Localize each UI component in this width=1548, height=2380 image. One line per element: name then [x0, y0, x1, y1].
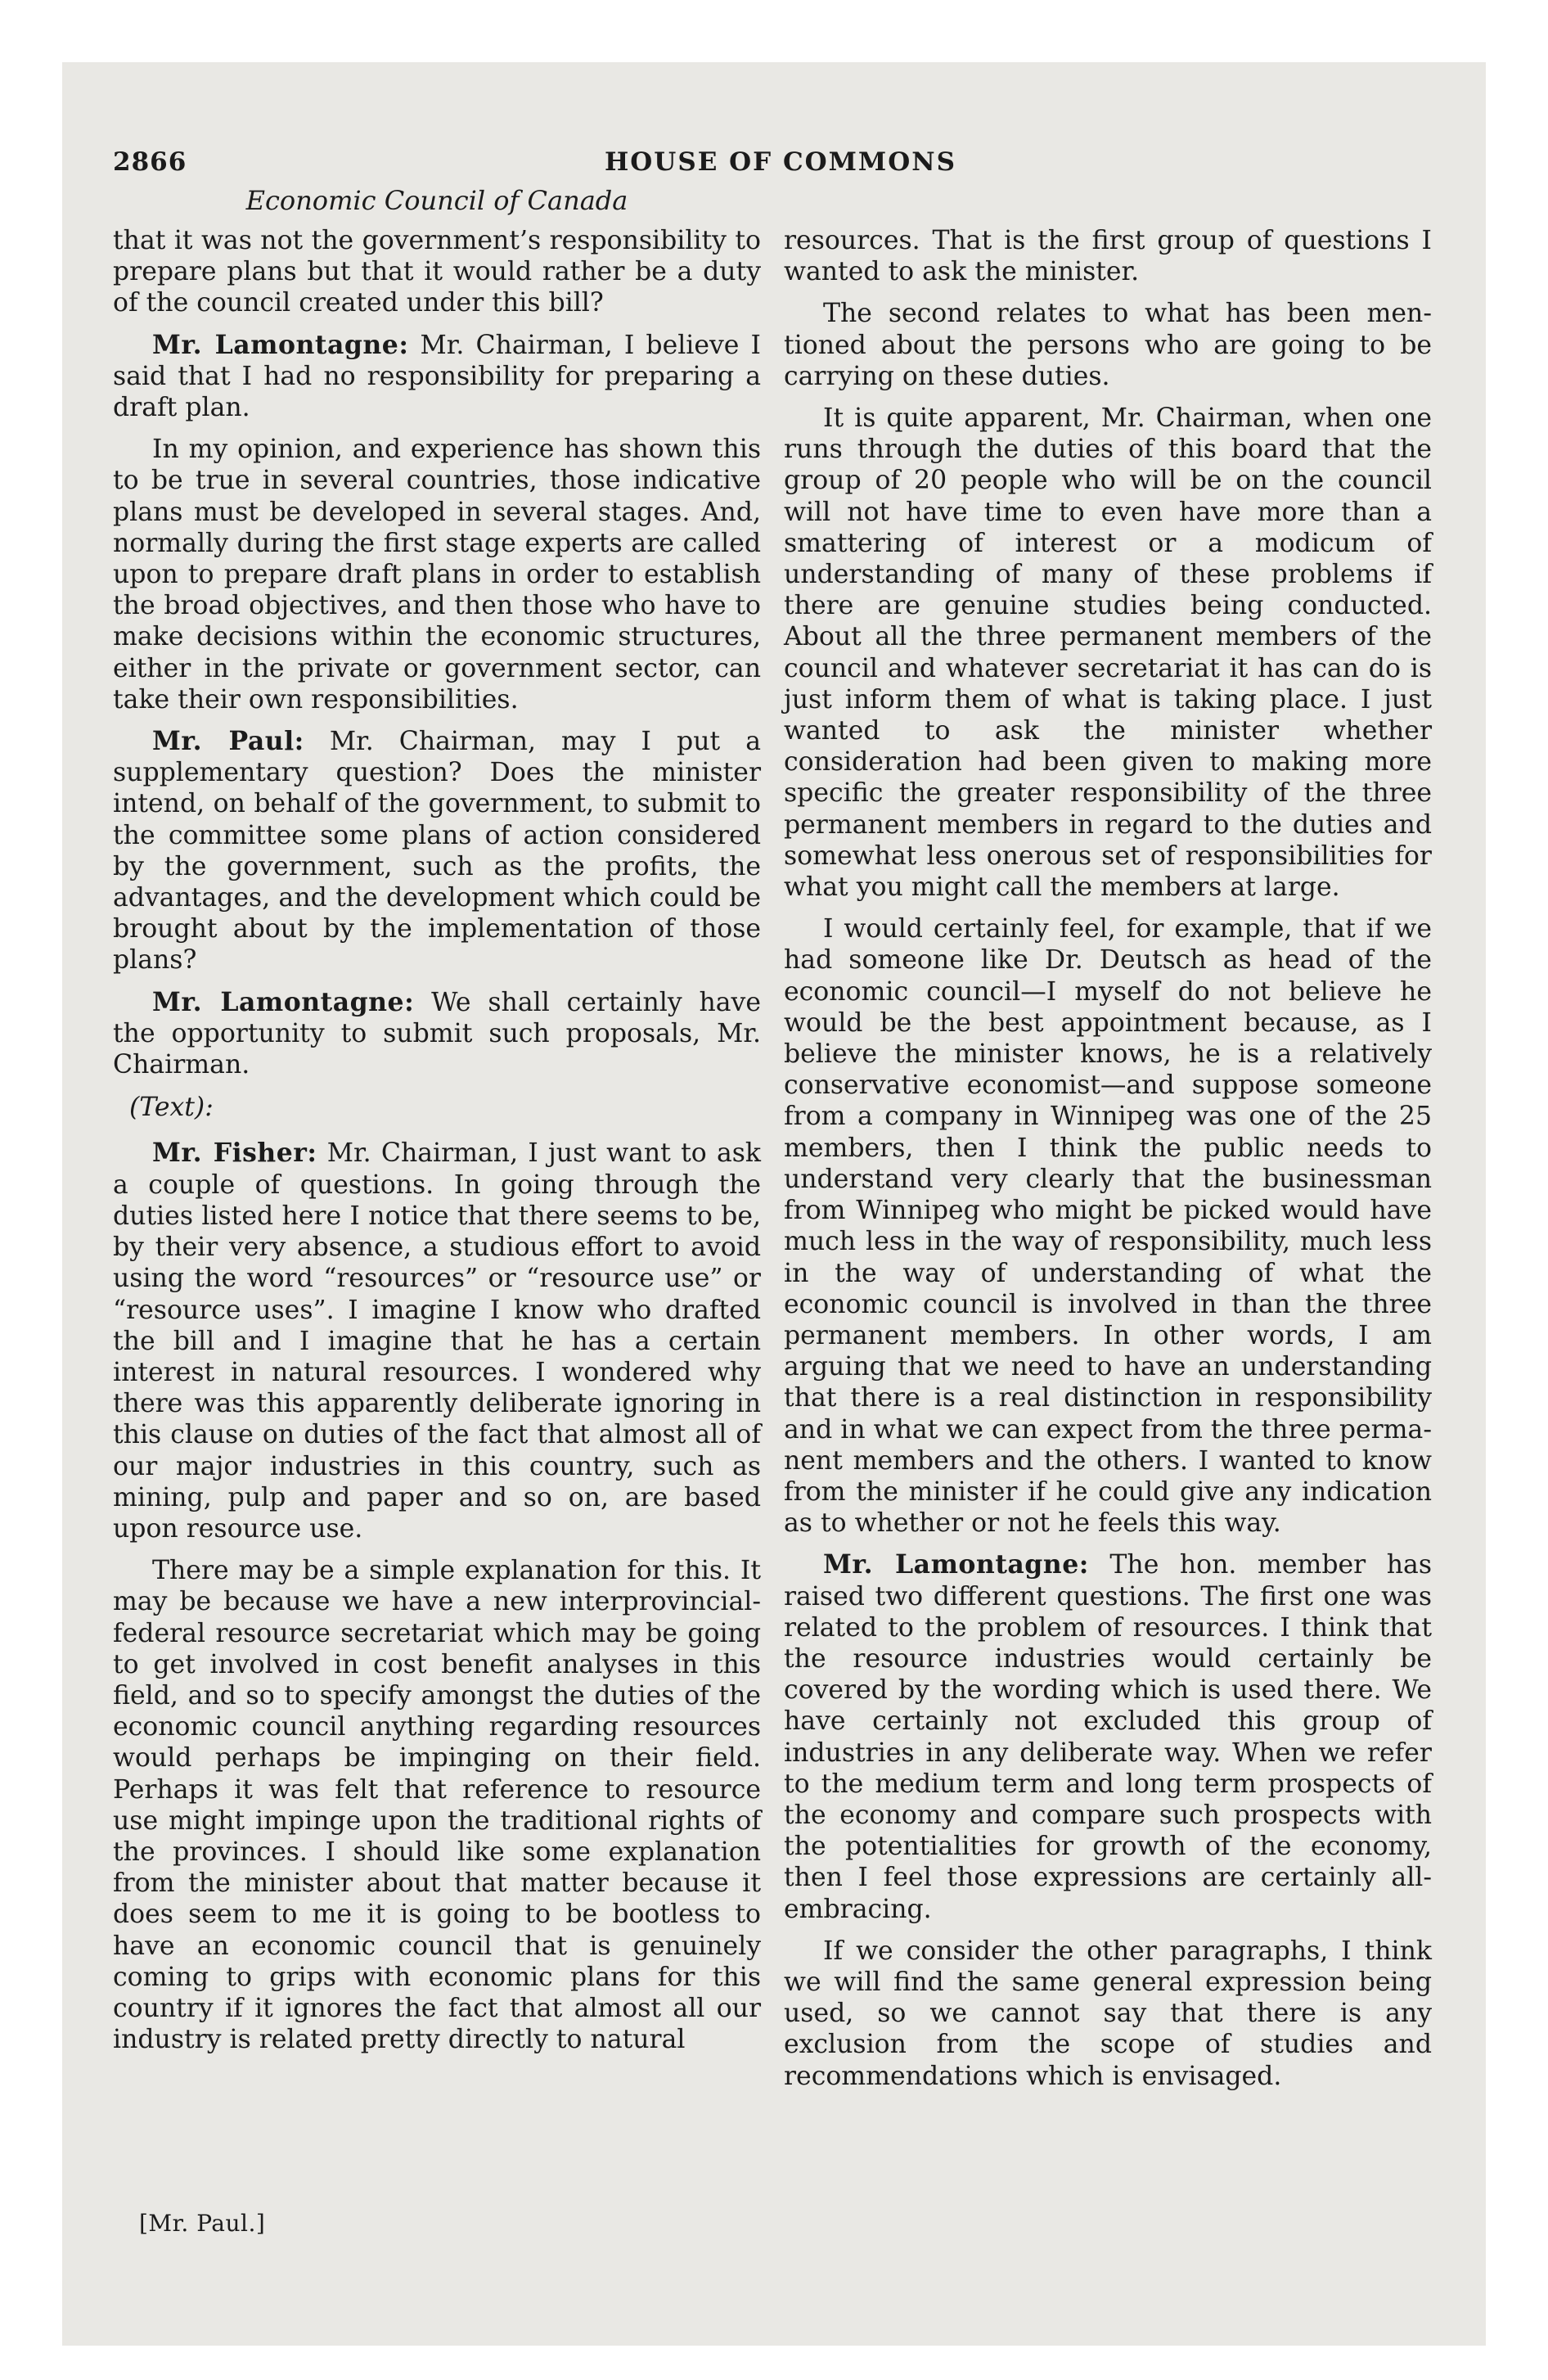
page-number: 2866	[113, 147, 187, 177]
paragraph: The second relates to what has been mentioned about the persons who are going to be carrying on these duties.	[784, 299, 1432, 391]
speaker-name: Mr. Lamontagne:	[152, 986, 415, 1017]
paragraph: It is quite apparent, Mr. Chairman, when one runs through the duties of this board that the group of 20 people who will be on the council will not have time to even have more than a smattering of interest or a modicum of understanding of many of these problems if there are genuine studies being conducted. About all the three permanent members of the council and whatever secretariat it has can do is just inform them of what is taking place. I just wanted to ask the minister whether consideration had been given to making more specific the greater responsibility of the three permanent members in regard to the duties and somewhat less onerous set of responsibilities for what you might call the members at large.	[784, 403, 1432, 903]
running-head: HOUSE OF COMMONS	[605, 147, 956, 177]
speech-text: Mr. Chairman, I just want to ask a couple of questions. In going through the duties listed here I notice that there seems to be, by their very absence, a studious effort to avoid using the word “resources” or “resource use” or “resource uses”. I imagine I know who drafted the bill and I imagine that he has a certain interest in natural resources. I wondered why there was this apparently deliberate ignoring in this clause on duties of the fact that almost all of our major industries in this country, such as mining, pulp and paper and so on, are based upon resource use.	[113, 1138, 761, 1544]
paragraph: resources. That is the first group of questions I wanted to ask the minister.	[784, 226, 1432, 287]
paragraph	[113, 330, 761, 424]
speech-text: Mr. Chairman, may I put a supplementary question? Does the minister intend, on behalf of the government, to submit to the committee some plans of action considered by the government, such as the profits, the advantages, and the development which could be brought about by the implementation of those plans?	[113, 727, 761, 976]
speaker-name: Mr. Fisher:	[152, 1138, 317, 1169]
paragraph: In my opinion, and experience has shown this to be true in several countries, those indicative plans must be developed in several stages. And, normally during the first stage experts are called upon to prepare draft plans in order to establish the broad objectives, and then those who have to make decisions within the economic structures, either in the private or government sector, can take their own responsibilities.	[113, 435, 761, 714]
footer-speaker-tag: [Mr. Paul.]	[139, 2210, 266, 2237]
speech-text: Mr. Chairman, I believe I said that I had no responsibility for preparing a draft plan.	[113, 330, 761, 423]
speech-text: The hon. member has raised two different questions. The first one was related to the problem of resources. I think that the resource industries would certainly be covered by the wording which is used there. We have certainly not excluded this group of industries in any deliberate way. When we refer to the medium term and long term prospects of the economy and compare such prospects with the potentialities for growth of the economy, then I feel those expressions are certainly all-embracing.	[784, 1550, 1432, 1924]
paragraph: I would certainly feel, for example, that if we had someone like Dr. Deutsch as head of the economic council—I myself do not believe he would be the best appointment because, as I believe the minister knows, he is a relatively conservative economist—and suppose someone from a company in Winnipeg was one of the 25 members, then I think the public needs to understand very clearly that the businessman from Winnipeg who might be picked would have much less in the way of responsibility, much less in the way of understanding of what the economic council is involved in than the three permanent members. In other words, I am arguing that we need to have an understanding that there is a real distinction in responsibility and in what we can expect from the three permanent members and the others. I wanted to know from the minister if he could give any indication as to whether or not he feels this way.	[784, 914, 1432, 1539]
paragraph	[784, 1549, 1432, 1924]
paragraph: There may be a simple explanation for this. It may be because we have a new interprovincial-federal resource secretariat which may be going to get involved in cost benefit analyses in this field, and so to specify amongst the duties of the economic council anything regarding resources would perhaps be impinging on their field. Perhaps it was felt that reference to resource use might impinge upon the traditional rights of the provinces. I should like some explanation from the minister about that matter because it does seem to me it is going to be bootless to have an economic council that is genuinely coming to grips with economic plans for this country if it ignores the fact that almost all our industry is related pretty directly to natural	[113, 1556, 761, 2055]
paragraph	[113, 1138, 761, 1544]
right-column	[784, 225, 1432, 2103]
left-column	[113, 225, 761, 2066]
paragraph: that it was not the government’s responsibility to prepare plans but that it would rather be a duty of the council created under this bill?	[113, 226, 761, 318]
speaker-name: Mr. Lamontagne:	[823, 1549, 1089, 1580]
paragraph: If we consider the other paragraphs, I think we will find the same general expression being used, so we cannot say that there is any exclusion from the scope of studies and recommendations which is envisaged.	[784, 1936, 1432, 2091]
section-subhead: Economic Council of Canada	[245, 185, 628, 216]
paragraph	[113, 726, 761, 976]
speech-text: We shall certainly have the opportunity to submit such proposals, Mr. Chairman.	[113, 987, 761, 1080]
text-heading: (Text):	[129, 1093, 214, 1123]
speaker-name: Mr. Lamontagne:	[152, 329, 409, 360]
speaker-name: Mr. Paul:	[152, 726, 304, 757]
paragraph	[113, 987, 761, 1081]
